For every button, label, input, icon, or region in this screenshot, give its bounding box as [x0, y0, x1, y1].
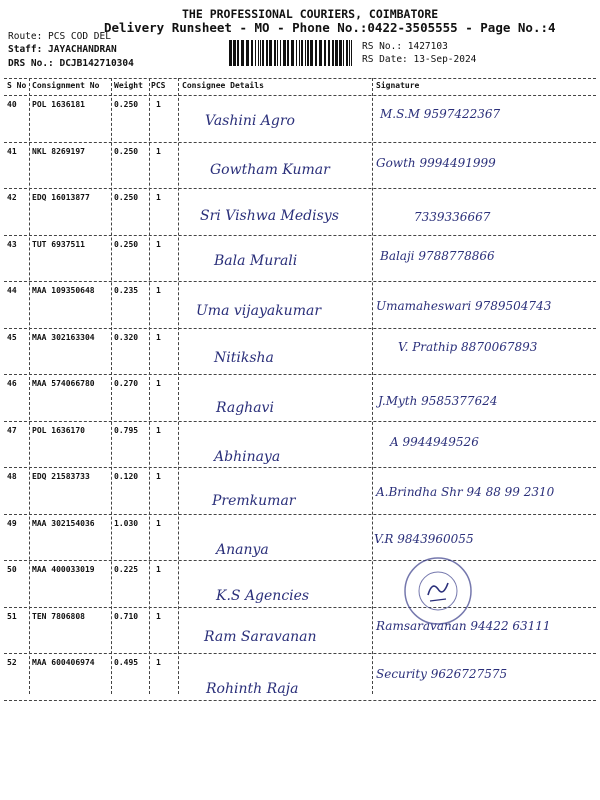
row-consignee-details: K.S Agencies [216, 588, 310, 604]
row-pcs: 1 [156, 518, 161, 528]
row-rule [4, 700, 596, 701]
row-consignment-no: MAA 600406974 [32, 658, 95, 667]
barcode-bar [262, 40, 264, 66]
row-weight: 0.120 [114, 472, 139, 481]
barcode-bar [299, 40, 300, 66]
barcode-bar [274, 40, 276, 66]
barcode-bar [351, 40, 352, 66]
barcode-bar [269, 40, 272, 66]
row-signature: Ramsaravanan 94422 63111 [376, 618, 551, 633]
agency-stamp [402, 555, 474, 627]
row-pcs: 1 [156, 286, 161, 295]
barcode-bar [291, 40, 294, 66]
row-signature: A.Brindha Shr 94 88 99 2310 [376, 485, 555, 499]
runsheet-table [4, 78, 596, 697]
row-pcs: 1 [156, 611, 161, 621]
barcode-bar [237, 40, 239, 66]
row-consignment-no: MAA 574066780 [32, 379, 95, 388]
rs-date: RS Date: 13-Sep-2024 [362, 54, 477, 65]
table-row [4, 188, 596, 235]
barcode-bar [343, 40, 344, 66]
barcode-bar [349, 40, 350, 66]
row-weight: 0.710 [114, 611, 139, 621]
staff-label: Staff: JAYACHANDRAN [8, 44, 117, 55]
row-weight: 0.250 [114, 100, 139, 109]
runsheet-subtitle: Delivery Runsheet - MO - Phone No.:0422-3505555 - Page No.:4 [104, 20, 556, 35]
table-row [4, 514, 596, 561]
barcode-bar [246, 40, 249, 66]
barcode-bar [307, 40, 309, 66]
row-consignee-details: Raghavi [216, 400, 274, 416]
row-sno: 46 [7, 379, 17, 388]
row-pcs: 1 [156, 239, 161, 249]
table-row [4, 281, 596, 328]
barcode-bar [260, 40, 261, 66]
row-consignee-details: Uma vijayakumar [196, 303, 322, 319]
row-sno: 50 [7, 565, 17, 574]
table-row [4, 467, 596, 514]
row-signature: J.Myth 9585377624 [378, 394, 498, 408]
row-consignment-no: MAA 400033019 [32, 565, 95, 574]
row-signature: Gowth 9994491999 [376, 155, 496, 170]
row-sno: 52 [7, 658, 17, 667]
row-sno: 44 [7, 286, 17, 295]
row-consignee-details: Abhinaya [214, 448, 281, 465]
row-consignment-no: NKL 8269197 [32, 146, 85, 156]
row-consignment-no: POL 1636181 [32, 100, 85, 109]
barcode-bar [277, 40, 278, 66]
table-row [4, 95, 596, 142]
column-header-consignment: Consignment No [32, 81, 100, 90]
barcode-bar [233, 40, 236, 66]
row-weight: 0.235 [114, 286, 139, 295]
row-sno: 47 [7, 425, 17, 435]
table-top-rule [4, 78, 596, 79]
barcode-bar [328, 40, 330, 66]
row-consignment-no: MAA 302154036 [32, 518, 95, 528]
table-header [4, 78, 596, 95]
row-sno: 48 [7, 472, 17, 481]
barcode-bar [332, 40, 334, 66]
column-header-pcs: PCS [151, 81, 166, 90]
barcode-bar [287, 40, 289, 66]
row-consignment-no: EDQ 21583733 [32, 472, 90, 481]
row-pcs: 1 [156, 379, 161, 388]
row-consignee-details: Nitiksha [214, 349, 274, 366]
row-sno: 40 [7, 100, 17, 109]
row-signature: Balaji 9788778866 [380, 248, 495, 263]
table-row [4, 374, 596, 421]
table-row [4, 235, 596, 282]
barcode-bar [335, 40, 338, 66]
row-sno: 49 [7, 518, 17, 528]
barcode-bar [266, 40, 268, 66]
barcode-bar [280, 40, 281, 66]
table-row [4, 607, 596, 654]
column-header-consignee: Consignee Details [182, 81, 264, 90]
row-signature: M.S.M 9597422367 [380, 107, 501, 121]
row-pcs: 1 [156, 100, 161, 109]
barcode-bar [346, 40, 348, 66]
barcode-bar [310, 40, 313, 66]
barcode-bar [319, 40, 322, 66]
column-header-sno: S No [7, 81, 27, 90]
row-pcs: 1 [156, 565, 161, 574]
row-pcs: 1 [156, 658, 161, 667]
row-weight: 0.270 [114, 379, 139, 388]
barcode-bar [339, 40, 342, 66]
drs-number: DRS No.: DCJB142710304 [8, 58, 134, 69]
row-weight: 0.250 [114, 146, 139, 156]
row-consignment-no: MAA 302163304 [32, 332, 95, 342]
row-consignee-details: Ananya [216, 541, 269, 558]
table-row [4, 142, 596, 189]
barcode-bar [324, 40, 326, 66]
row-consignee-details: Vashini Agro [205, 113, 295, 129]
row-consignment-no: MAA 109350648 [32, 286, 95, 295]
barcode-bar [229, 40, 232, 66]
row-consignment-no: TUT 6937511 [32, 239, 85, 249]
row-sno: 41 [7, 146, 17, 156]
row-signature: 7339336667 [414, 210, 491, 224]
row-sno: 45 [7, 332, 17, 342]
barcode-bar [241, 40, 244, 66]
row-weight: 0.225 [114, 565, 139, 574]
row-sno: 43 [7, 239, 17, 249]
barcode-image [229, 40, 355, 66]
row-weight: 0.320 [114, 332, 139, 342]
row-weight: 0.795 [114, 425, 139, 435]
row-weight: 1.030 [114, 518, 139, 528]
table-row [4, 653, 596, 700]
row-pcs: 1 [156, 332, 161, 342]
table-row [4, 328, 596, 375]
row-pcs: 1 [156, 425, 161, 435]
row-signature: A 9944949526 [390, 434, 479, 449]
barcode-bar [296, 40, 297, 66]
table-row [4, 421, 596, 468]
row-sno: 42 [7, 193, 17, 202]
row-consignee-details: Rohinth Raja [206, 681, 299, 697]
row-pcs: 1 [156, 472, 161, 481]
row-consignment-no: EDQ 16013877 [32, 193, 90, 202]
row-consignee-details: Premkumar [212, 493, 296, 509]
barcode-bar [283, 40, 286, 66]
row-weight: 0.495 [114, 658, 139, 667]
row-signature: Umamaheswari 9789504743 [376, 299, 552, 313]
row-weight: 0.250 [114, 239, 139, 249]
row-consignment-no: TEN 7806808 [32, 611, 85, 621]
column-header-weight: Weight [114, 81, 143, 90]
barcode-bar [255, 40, 256, 66]
barcode-bar [251, 40, 253, 66]
row-consignee-details: Bala Murali [214, 252, 298, 269]
row-pcs: 1 [156, 146, 161, 156]
route-label: Route: PCS COD DEL [8, 31, 111, 42]
rs-number: RS No.: 1427103 [362, 41, 448, 52]
row-weight: 0.250 [114, 193, 139, 202]
barcode-bar [315, 40, 317, 66]
barcode-bar [305, 40, 306, 66]
barcode-bar [258, 40, 259, 66]
row-consignee-details: Ram Saravanan [204, 628, 317, 645]
column-header-signature: Signature [376, 81, 420, 90]
row-consignment-no: POL 1636170 [32, 425, 85, 435]
row-consignee-details: Sri Vishwa Medisys [200, 208, 339, 224]
barcode-bar [301, 40, 303, 66]
row-signature: V. Prathip 8870067893 [398, 339, 538, 354]
row-pcs: 1 [156, 193, 161, 202]
row-signature: Security 9626727575 [376, 667, 508, 681]
row-signature: V.R 9843960055 [374, 531, 474, 546]
row-consignee-details: Gowtham Kumar [210, 161, 330, 178]
row-sno: 51 [7, 611, 17, 621]
page-title: THE PROFESSIONAL COURIERS, COIMBATORE [182, 7, 439, 21]
table-row [4, 560, 596, 607]
